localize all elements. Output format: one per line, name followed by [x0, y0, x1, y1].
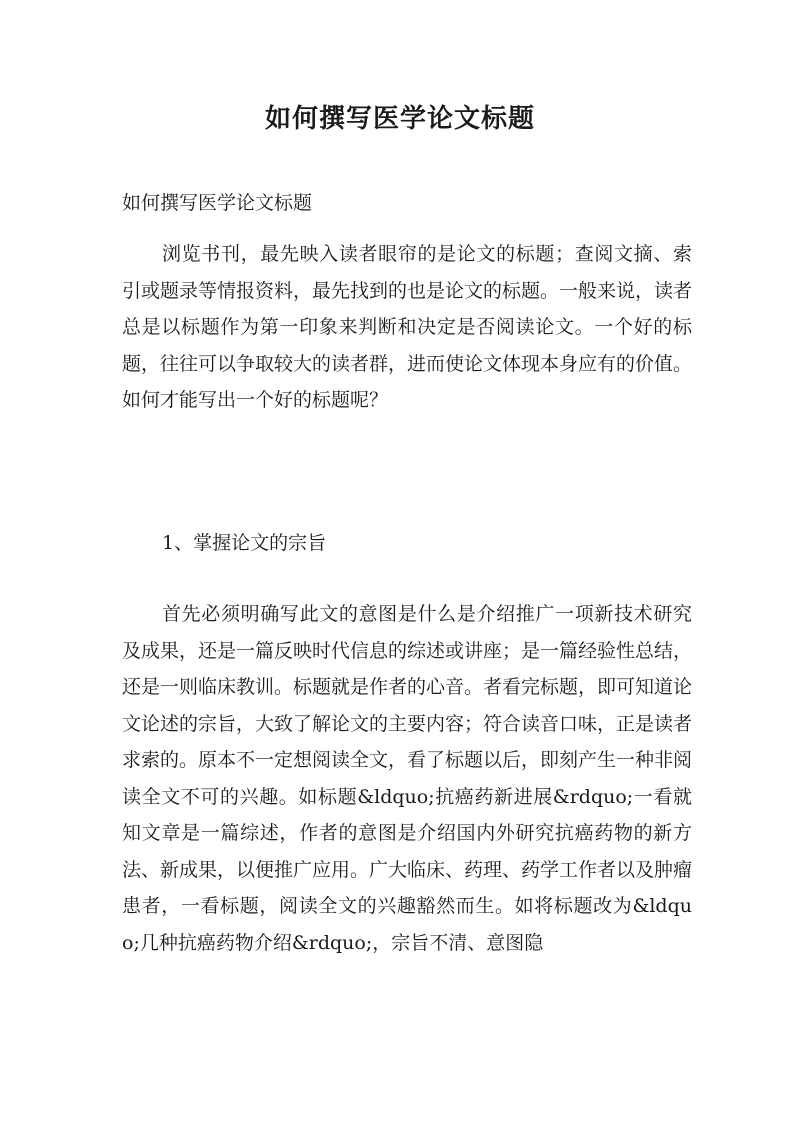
document-subtitle: 如何撰写医学论文标题 [122, 192, 313, 214]
section-paragraph: 首先必须明确写此文的意图是什么是介绍推广一项新技术研究及成果，还是一篇反映时代信息的综述或讲座；是一篇经验性总结，还是一则临床教训。标题就是作者的心音。者看完标题，即可知道论文论述的宗旨，大致了解论文的主要内容；符合读音口味，正是读者求索的。原本不一定想阅读全文，看了标题以后，即刻产生一种非阅读全文不可的兴趣。如标题&ldquo;抗癌药新进展&rdquo;一看就知文章是一篇综述，作者的意图是介绍国内外研究抗癌药物的新方法、新成果，以便推广应用。广大临床、药理、药学工作者以及肿瘤患者，一看标题，阅读全文的兴趣豁然而生。如将标题改为&ldquo;几种抗癌药物介绍&rdquo;，宗旨不清、意图隐 [122, 603, 693, 954]
document-title: 如何撰写医学论文标题 [264, 104, 535, 134]
section-heading: 1、掌握论文的宗旨 [162, 532, 327, 554]
intro-paragraph: 浏览书刊，最先映入读者眼帘的是论文的标题；查阅文摘、索引或题录等情报资料，最先找到的也是论文的标题。一般来说，读者总是以标题作为第一印象来判断和决定是否阅读论文。一个好的标题，往往可以争取较大的读者群，进而使论文体现本身应有的价值。如何才能写出一个好的标题呢？ [122, 243, 693, 411]
